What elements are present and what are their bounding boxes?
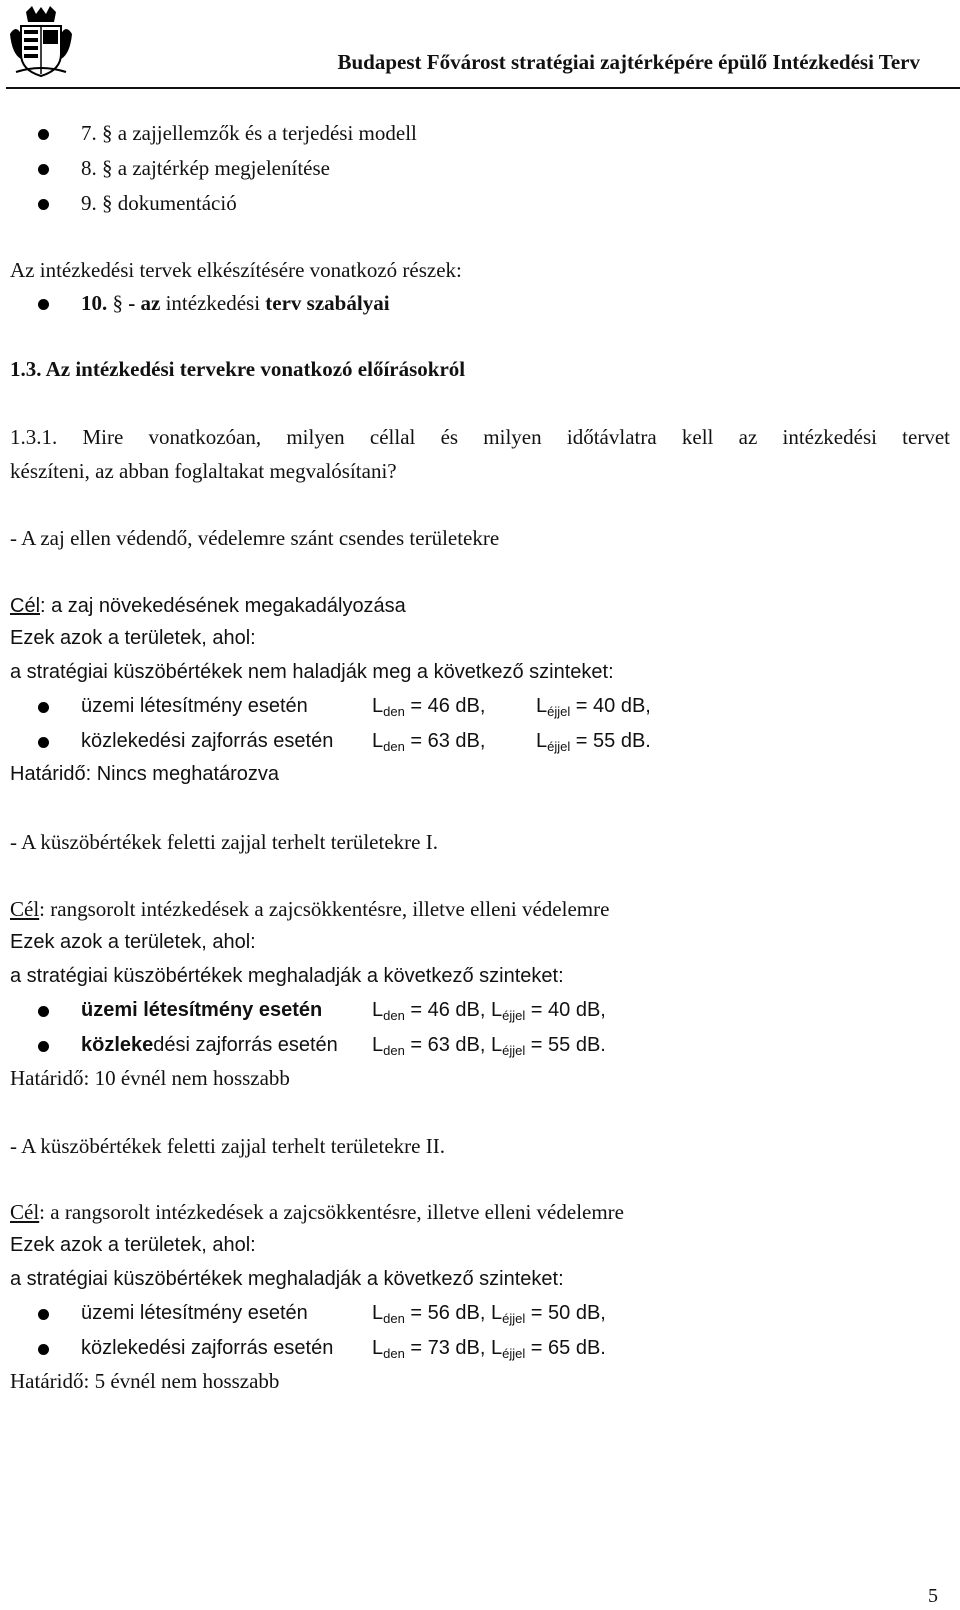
block3-plant-label: üzemi létesítmény esetén	[81, 1302, 308, 1324]
bullet-icon	[38, 199, 49, 210]
page-number: 5	[928, 1585, 938, 1607]
block3-condition: a stratégiai küszöbértékek meghaladják a következő szinteket:	[10, 1268, 564, 1290]
list-item: 8. § a zajtérkép megjelenítése	[81, 156, 330, 180]
block2-condition: a stratégiai küszöbértékek meghaladják a következő szinteket:	[10, 965, 564, 987]
block3-plant-values: $L_{den} = 56$ dB, $L_{éjjel} = 50$ dB,	[372, 1302, 606, 1326]
block3-deadline: Határidő: 5 évnél nem hosszabb	[10, 1369, 280, 1393]
bullet-icon	[38, 702, 49, 713]
block2-goal: Cél: rangsorolt intézkedések a zajcsökkentésre, illetve elleni védelemre	[10, 897, 610, 921]
bullet-icon	[38, 1309, 49, 1320]
block2-traffic-label: közlekedési zajforrás esetén	[81, 1034, 338, 1056]
block1-traffic-den: $L_{den} = 63$ dB,	[372, 730, 486, 754]
block3-goal: Cél: a rangsorolt intézkedések a zajcsökkentésre, illetve elleni védelemre	[10, 1200, 624, 1224]
block1-deadline: Határidő: Nincs meghatározva	[10, 763, 280, 785]
block2-traffic-values: $L_{den} = 63$ dB, $L_{éjjel} = 55$ dB.	[372, 1034, 606, 1058]
block1-goal: Cél: a zaj növekedésének megakadályozása	[10, 595, 406, 617]
block3-traffic-label: közlekedési zajforrás esetén	[81, 1337, 334, 1359]
bullet-icon	[38, 1006, 49, 1017]
bullet-icon	[38, 299, 49, 310]
list-item: 10. § - az intézkedési terv szabályai	[81, 291, 390, 315]
block1-plant-label: üzemi létesítmény esetén	[81, 695, 308, 717]
budapest-coat-of-arms-logo	[6, 4, 76, 78]
list-item: 9. § dokumentáció	[81, 191, 237, 215]
block2-areas: Ezek azok a területek, ahol:	[10, 931, 256, 953]
block2-plant-values: $L_{den} = 46$ dB, $L_{éjjel} = 40$ dB,	[372, 999, 606, 1023]
question-line1: 1.3.1. Mire vonatkozóan, milyen céllal és milyen időtávlatra kell az intézkedési tervet	[10, 425, 950, 449]
header-title: Budapest Fővárost stratégiai zajtérképére épülő Intézkedési Terv	[337, 50, 920, 74]
block2-heading: - A küszöbértékek feletti zajjal terhelt területekre I.	[10, 830, 438, 854]
list-item: 7. § a zajjellemzők és a terjedési modell	[81, 121, 417, 145]
measures-intro: Az intézkedési tervek elkészítésére vonatkozó részek:	[10, 258, 462, 282]
block3-heading: - A küszöbértékek feletti zajjal terhelt területekre II.	[10, 1134, 445, 1158]
bullet-icon	[38, 737, 49, 748]
bullet-icon	[38, 164, 49, 175]
header-divider	[6, 87, 960, 89]
question-line2: készíteni, az abban foglaltakat megvalósítani?	[10, 459, 397, 483]
block2-deadline: Határidő: 10 évnél nem hosszabb	[10, 1066, 290, 1090]
block3-traffic-values: $L_{den} = 73$ dB, $L_{éjjel} = 65$ dB.	[372, 1337, 606, 1361]
block1-areas: Ezek azok a területek, ahol:	[10, 627, 256, 649]
block1-plant-night: $L_{éjjel} = 40$ dB,	[536, 695, 651, 719]
page-header	[0, 0, 960, 90]
bullet-icon	[38, 1344, 49, 1355]
block1-traffic-label: közlekedési zajforrás esetén	[81, 730, 334, 752]
block1-traffic-night: $L_{éjjel} = 55$ dB.	[536, 730, 651, 754]
block1-plant-den: $L_{den} = 46$ dB,	[372, 695, 486, 719]
section-heading: 1.3. Az intézkedési tervekre vonatkozó előírásokról	[10, 357, 466, 381]
block1-heading: - A zaj ellen védendő, védelemre szánt csendes területekre	[10, 526, 500, 550]
bullet-icon	[38, 1041, 49, 1052]
block3-areas: Ezek azok a területek, ahol:	[10, 1234, 256, 1256]
block2-plant-label: üzemi létesítmény esetén	[81, 999, 323, 1021]
block1-condition: a stratégiai küszöbértékek nem haladják meg a következő szinteket:	[10, 661, 614, 683]
bullet-icon	[38, 129, 49, 140]
